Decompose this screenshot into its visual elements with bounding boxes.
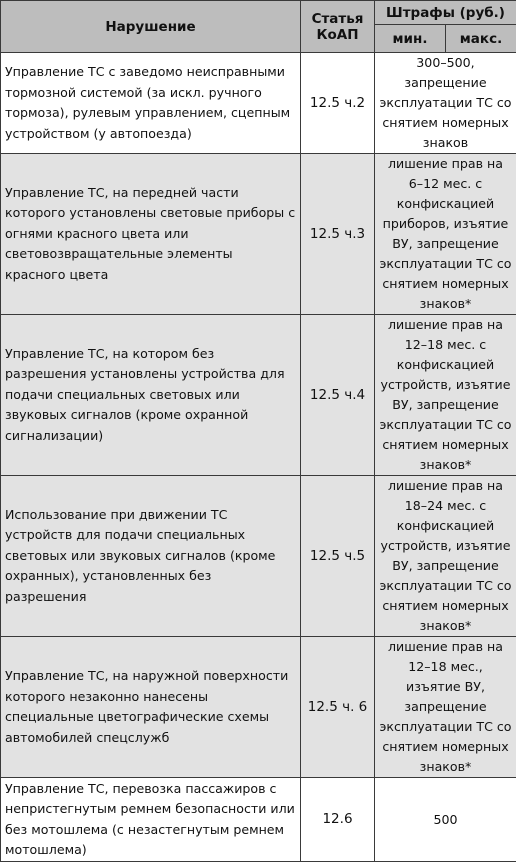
article-cell: 12.5 ч.4 — [301, 315, 375, 476]
table-row — [1, 476, 516, 637]
article-cell: 12.5 ч. 6 — [301, 637, 375, 778]
violation-cell: Управление ТС с заведомо неисправными тормозной системой (за искл. ручного тормоза), рулевым управлением, сцепным устройством (у автопоезда) — [1, 53, 301, 154]
table-row — [1, 315, 516, 476]
violation-cell: Использование при движении ТС устройств для подачи специальных световых или звуковых сигналов (кроме охранных), установленных без разрешения — [1, 476, 301, 637]
penalty-cell: лишение прав на 6–12 мес. с конфискацией приборов, изъятие ВУ, запрещение эксплуатации ТС со снятием номерных знаков* — [375, 154, 516, 315]
penalty-cell: лишение прав на 18–24 мес. с конфискацией устройств, изъятие ВУ, запрещение эксплуатации ТС со снятием номерных знаков* — [375, 476, 516, 637]
violation-cell: Управление ТС, на наружной поверхности которого незаконно нанесены специальные цветографические схемы автомобилей спецслужб — [1, 637, 301, 778]
header-row — [1, 1, 516, 25]
header-max: макс. — [446, 25, 516, 53]
penalty-cell: лишение прав на 12–18 мес. с конфискацией устройств, изъятие ВУ, запрещение эксплуатации ТС со снятием номерных знаков* — [375, 315, 516, 476]
violation-cell: Управление ТС, перевозка пассажиров с непристегнутым ремнем безопасности или без мотошлема (с незастегнутым ремнем мотошлема) — [1, 778, 301, 862]
article-cell: 12.5 ч.5 — [301, 476, 375, 637]
table-row — [1, 637, 516, 778]
header-violation: Нарушение — [1, 1, 301, 53]
article-cell: 12.5 ч.2 — [301, 53, 375, 154]
penalty-cell: лишение прав на 12–18 мес., изъятие ВУ, запрещение эксплуатации ТС со снятием номерных знаков* — [375, 637, 516, 778]
table-row — [1, 778, 516, 862]
penalty-cell: 300–500, запрещение эксплуатации ТС со снятием номерных знаков — [375, 53, 516, 154]
table-row — [1, 154, 516, 315]
article-cell: 12.5 ч.3 — [301, 154, 375, 315]
header-article: Статья КоАП — [301, 1, 375, 53]
penalty-cell: 500 — [375, 778, 516, 862]
table-row — [1, 53, 516, 154]
header-min: мин. — [375, 25, 446, 53]
violation-cell: Управление ТС, на передней части которого установлены световые приборы с огнями красного цвета или световозвращательные элементы красного цвета — [1, 154, 301, 315]
violation-cell: Управление ТС, на котором без разрешения установлены устройства для подачи специальных световых или звуковых сигналов (кроме охранной сигнализации) — [1, 315, 301, 476]
header-fines: Штрафы (руб.) — [375, 1, 516, 25]
article-cell: 12.6 — [301, 778, 375, 862]
